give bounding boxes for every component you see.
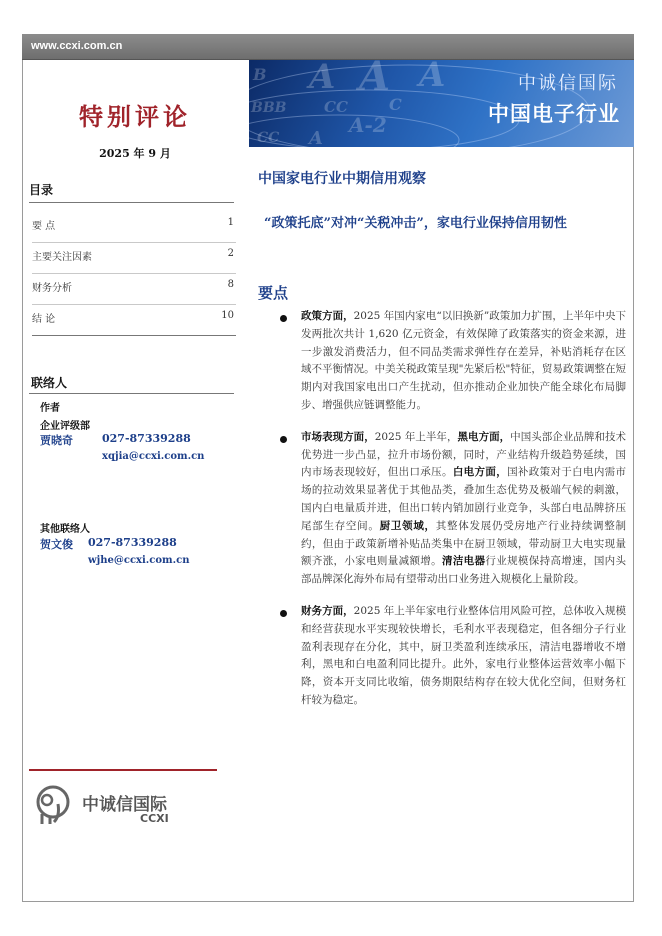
report-subtitle: “政策托底”对冲“关税冲击”，家电行业保持信用韧性: [264, 216, 567, 231]
toc-item-main-factors[interactable]: [32, 243, 236, 274]
logo-english-text: CCXI: [140, 812, 169, 825]
toc-item-page: 2: [227, 248, 234, 259]
key-point-financial: [280, 603, 626, 710]
author-email-link[interactable]: xqjia@ccxi.com.cn: [102, 451, 205, 462]
point-heading: 市场表现方面，: [301, 430, 375, 443]
doc-type-title: 特别评论: [79, 102, 191, 131]
toc-item-label: 结 论: [32, 314, 56, 325]
elephant-logo-icon: [30, 782, 76, 828]
author-label: 作者: [40, 403, 60, 414]
report-title: 中国家电行业中期信用观察: [258, 171, 426, 187]
point-text: 其整体发展仍受房地产行业持续调整制约，但由于政策新增补贴品类集中在厨卫领域，带动厨卫大电实现量额齐涨，小家电则量减额增。: [301, 519, 627, 568]
toc-item-page: 10: [221, 310, 234, 321]
site-url-link[interactable]: www.ccxi.com.cn: [31, 40, 123, 52]
bullet-icon: [280, 436, 287, 443]
author-phone: 027-87339288: [102, 432, 191, 445]
other-contacts-label: 其他联络人: [40, 524, 90, 535]
svg-text:CC: CC: [324, 98, 348, 116]
svg-text:B: B: [253, 65, 267, 84]
point-subheading: 清洁电器: [441, 555, 486, 568]
left-sidebar: [22, 60, 248, 902]
point-heading: 财务方面，: [301, 604, 354, 617]
logo-divider: [29, 769, 217, 771]
point-text: 中国头部企业品牌和技术优势进一步凸显，拉升市场份额，同时，产业结构升级趋势延续，国内市场表现较好，但出口承压。: [301, 430, 627, 479]
toc-item-label: 主要关注因素: [32, 252, 92, 263]
point-subheading: 厨卫领域，: [379, 519, 436, 532]
svg-text:A-2: A-2: [349, 113, 387, 137]
point-subheading: 白电方面，: [452, 466, 508, 479]
toc-title: 目录: [29, 183, 54, 197]
key-point-market: [280, 429, 626, 589]
department-label: 企业评级部: [40, 421, 90, 432]
toc-item-conclusion[interactable]: [32, 305, 236, 336]
top-bar: [22, 34, 634, 60]
toc-item-page: 8: [227, 279, 234, 290]
other-contact-phone: 027-87339288: [88, 536, 177, 549]
point-text: 行业规模保持高增速，国内头部品牌深化海外布局有望带动出口业务进入规模化上量阶段。: [301, 555, 627, 586]
toc-item-label: 要 点: [32, 221, 56, 232]
bullet-icon: [280, 610, 287, 617]
industry-name: 中国电子行业: [488, 101, 620, 126]
ccxi-logo: [30, 782, 220, 828]
svg-text:C: C: [389, 95, 402, 114]
table-of-contents: [32, 212, 236, 336]
author-name: 贾晓奇: [40, 434, 73, 447]
contacts-title: 联络人: [31, 376, 68, 390]
key-points-list: [280, 308, 626, 724]
svg-text:A: A: [359, 60, 391, 100]
point-text: 2025 年国内家电“以旧换新”政策加力扩围，上半年中央下发两批次共计 1,620 亿元资金，有效保障了政策落实的资金来源，进一步激发消费活力，但不同品类需求弹性存在差异，补贴消耗存在区域不平衡情况。中美关税政策呈现"先紧后松"特征，贸易政策调整在短期内对我国家电出口产生扰动，但亦推动企业加快产能全球化布局脚步、增强供应链调整能力。: [301, 310, 627, 411]
point-subheading: 黑电方面，: [457, 430, 511, 443]
svg-text:BBB: BBB: [251, 100, 287, 116]
point-text: 国补政策对于白电内需市场的拉动效果显著优于其他品类，叠加生态优势及极端气候的刺激，国内白电量质并进，但出口转内销加剧行业竞争，头部白电品牌挤压尾部生存空间。: [301, 466, 627, 532]
svg-text:CC: CC: [257, 130, 280, 146]
toc-item-key-points[interactable]: [32, 212, 236, 243]
toc-item-financial-analysis[interactable]: [32, 274, 236, 305]
section-heading-key-points: 要点: [258, 284, 289, 302]
other-contact-email-link[interactable]: wjhe@ccxi.com.cn: [88, 555, 190, 566]
other-contact-name: 贺文俊: [40, 538, 73, 551]
header-banner: [249, 60, 634, 147]
point-text: 2025 年上半年，: [374, 430, 458, 443]
logo-chinese-text: 中诚信国际: [82, 795, 167, 815]
toc-divider: [29, 202, 234, 203]
svg-text:A: A: [419, 60, 446, 95]
toc-item-page: 1: [227, 217, 234, 228]
toc-item-label: 财务分析: [32, 283, 72, 294]
bullet-icon: [280, 315, 287, 322]
point-text: 2025 年上半年家电行业整体信用风险可控，总体收入规模和经营获现水平实现较快增长，毛利水平表现稳定，但各细分子行业盈利表现存在分化，其中，厨卫类盈利连续承压，清洁电器增收不增利，黑电和白电盈利同比提升。此外，家电行业整体运营效率小幅下降，资本开支同比收缩，债务期限结构存在较大优化空间，但财务杠杆较为稳定。: [301, 604, 627, 706]
brand-name: 中诚信国际: [518, 73, 618, 94]
svg-text:A: A: [309, 60, 336, 97]
point-heading: 政策方面，: [301, 310, 354, 322]
contacts-divider: [29, 393, 234, 394]
doc-date: 2025 年 9 月: [99, 147, 171, 160]
svg-text:A: A: [309, 128, 323, 147]
key-point-policy: [280, 308, 626, 415]
